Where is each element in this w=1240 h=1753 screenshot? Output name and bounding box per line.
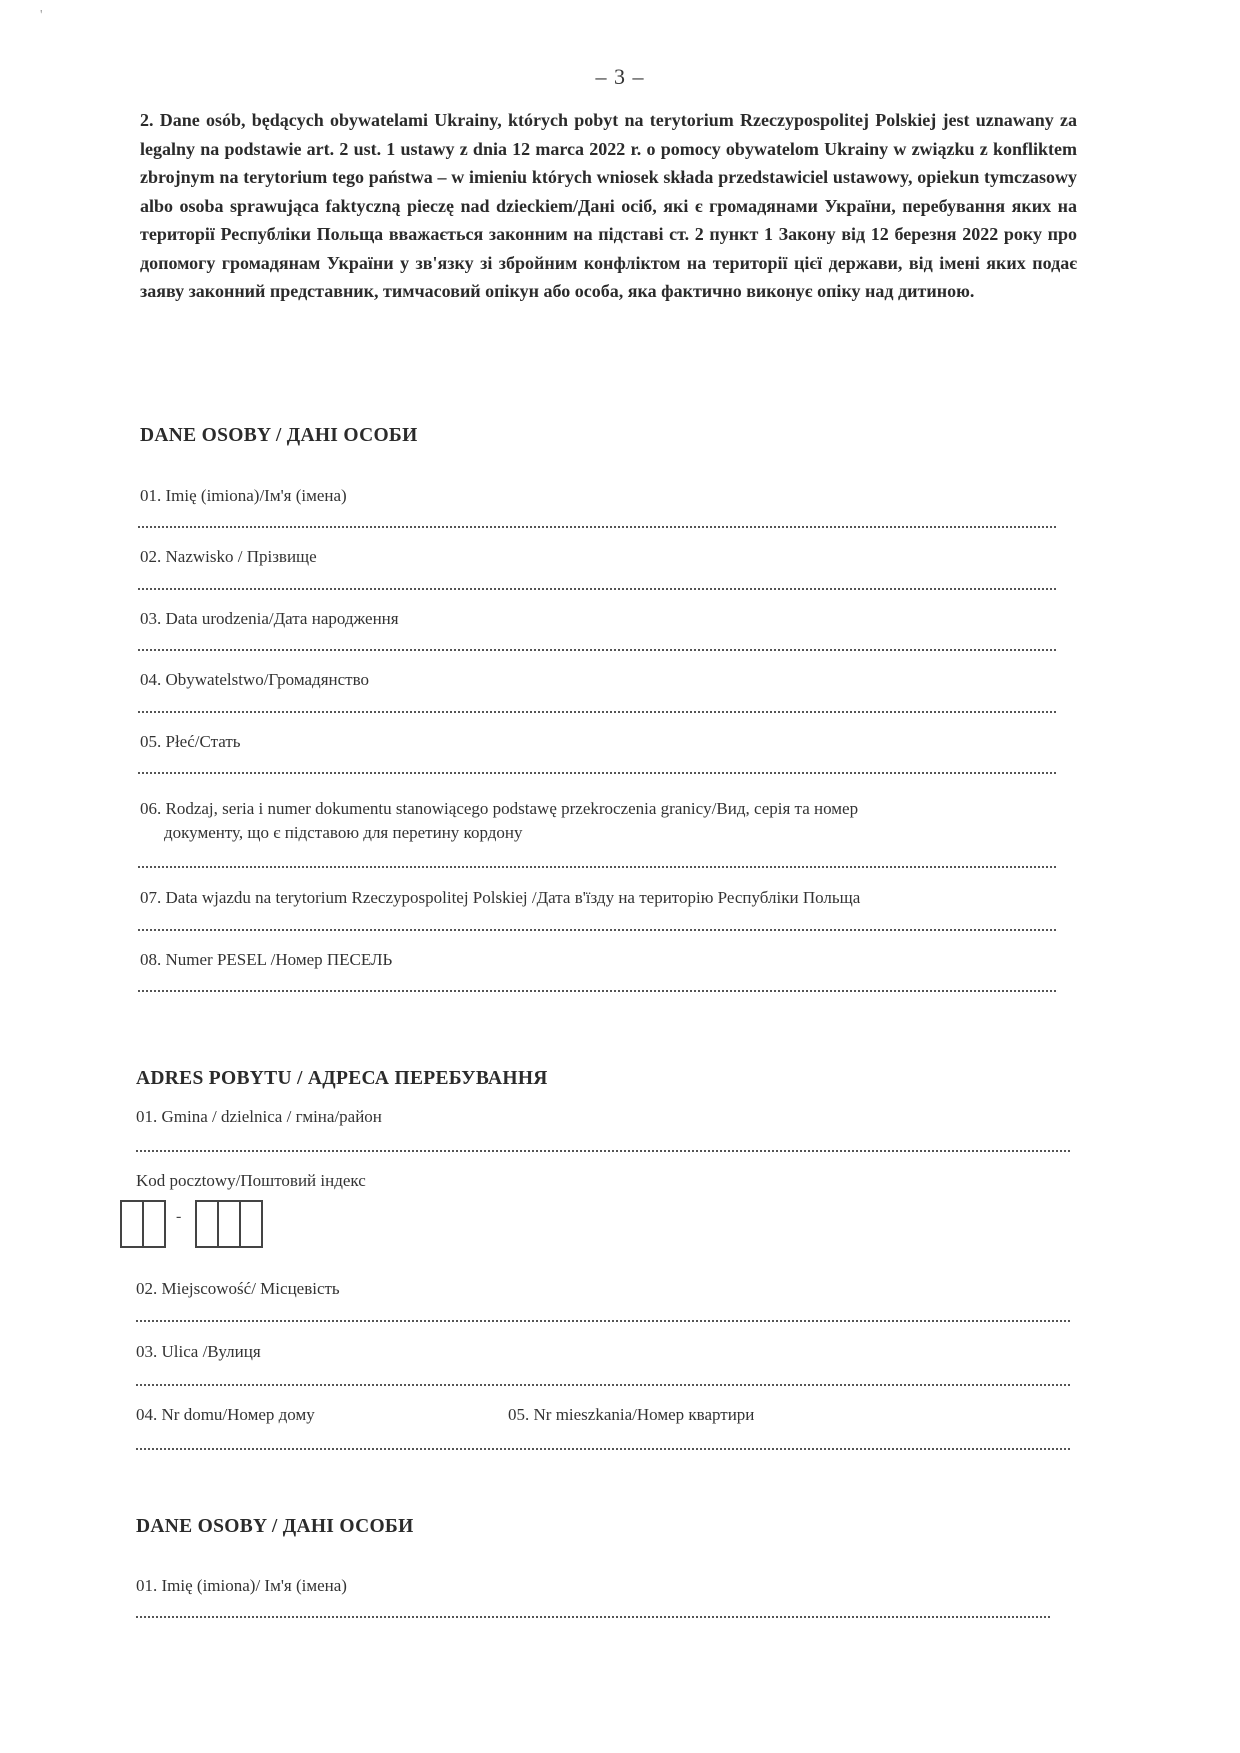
field-label: 02. Miejscowość/ Місцевість <box>136 1279 340 1298</box>
field-birth-date <box>140 607 399 631</box>
postal-code-second-group[interactable] <box>195 1200 263 1248</box>
field-label: 01. Imię (imiona)/ Ім'я (імена) <box>136 1576 347 1595</box>
field-label: 03. Ulica /Вулиця <box>136 1342 261 1361</box>
field-entry-date <box>140 886 860 910</box>
field-label-line2: документу, що є підставою для перетину кордону <box>164 823 523 842</box>
field-document <box>140 797 1080 845</box>
postal-code-first-group[interactable] <box>120 1200 166 1248</box>
postal-digit-box[interactable] <box>219 1202 241 1246</box>
birth-date-input-line[interactable] <box>138 649 1056 651</box>
page-number: – 3 – <box>595 64 645 89</box>
field-label: 03. Data urodzenia/Дата народження <box>140 609 399 628</box>
field-surname <box>140 545 317 569</box>
intro-paragraph: 2. Dane osób, będących obywatelami Ukrainy, których pobyt na terytorium Rzeczypospolitej Polskiej jest uznawany za legalny na podstawie art. 2 ust. 1 ustawy z dnia 12 marca 2022 r. o pomocy obywatelom Ukrainy w związku z konfliktem zbrojnym na terytorium tego państwa – w imieniu których wniosek składa przedstawiciel ustawowy, opiekun tymczasowy albo osoba sprawująca faktyczną pieczę nad dzieckiem/Дані осіб, які є громадянами України, перебування яких на території Республіки Польща вважається законним на підставі ст. 2 пункт 1 Закону від 12 березня 2022 року про допомогу громадянам України у зв'язку зі збройним конфліктом на території цієї держави, від імені яких подає заяву законний представник, тимчасовий опікун або особа, яка фактично виконує опіку над дитиною. <box>140 110 1077 301</box>
pesel-input-line[interactable] <box>138 990 1056 992</box>
field-label: Kod pocztowy/Поштовий індекс <box>136 1171 366 1190</box>
postal-digit-box[interactable] <box>144 1202 164 1246</box>
field-label: 08. Numer PESEL /Номер ПЕСЕЛЬ <box>140 950 393 969</box>
field-label: 01. Imię (imiona)/Ім'я (імена) <box>140 486 347 505</box>
flat-number-label: 05. Nr mieszkania/Номер квартири <box>508 1405 755 1424</box>
postal-digit-box[interactable] <box>241 1202 261 1246</box>
document-input-line[interactable] <box>138 866 1056 868</box>
field-locality <box>136 1277 340 1301</box>
field-label: 05. Płeć/Стать <box>140 732 241 751</box>
first-name-2-input-line[interactable] <box>136 1616 1050 1618</box>
field-label: 07. Data wjazdu na terytorium Rzeczypospolitej Polskiej /Дата в'їзду на територію Республіки Польща <box>140 888 861 907</box>
postal-code-boxes <box>120 1200 263 1248</box>
sex-input-line[interactable] <box>138 772 1056 774</box>
field-first-name-2 <box>136 1574 347 1598</box>
locality-input-line[interactable] <box>136 1320 1070 1322</box>
house-number-label: 04. Nr domu/Номер дому <box>136 1405 315 1424</box>
field-label: 04. Obywatelstwo/Громадянство <box>140 670 370 689</box>
surname-input-line[interactable] <box>138 588 1056 590</box>
field-sex <box>140 730 241 754</box>
field-label-line1: 06. Rodzaj, seria i numer dokumentu stanowiącego podstawę przekroczenia granicy/Вид, серія та номер <box>140 799 859 818</box>
field-first-name <box>140 484 347 508</box>
field-citizenship <box>140 668 369 692</box>
field-street <box>136 1340 261 1364</box>
postal-digit-box[interactable] <box>197 1202 219 1246</box>
field-postal-code <box>136 1169 366 1193</box>
citizenship-input-line[interactable] <box>138 711 1056 713</box>
section-heading-address: ADRES POBYTU / АДРЕСА ПЕРЕБУВАННЯ <box>136 1068 548 1089</box>
field-label <box>140 797 1080 845</box>
section-heading-person: DANE OSOBY / ДАНІ ОСОБИ <box>140 425 418 446</box>
postal-digit-box[interactable] <box>122 1202 144 1246</box>
entry-date-input-line[interactable] <box>138 929 1056 931</box>
field-pesel <box>140 948 392 972</box>
field-gmina <box>136 1105 382 1129</box>
section-heading-person-2: DANE OSOBY / ДАНІ ОСОБИ <box>136 1516 414 1537</box>
first-name-input-line[interactable] <box>138 526 1056 528</box>
postal-separator: - <box>176 1208 182 1225</box>
field-label: 01. Gmina / dzielnica / гміна/район <box>136 1107 382 1126</box>
gmina-input-line[interactable] <box>136 1150 1070 1152</box>
corner-mark: ' <box>40 8 43 23</box>
house-flat-input-line[interactable] <box>136 1448 1070 1450</box>
street-input-line[interactable] <box>136 1384 1070 1386</box>
field-label: 02. Nazwisko / Прізвище <box>140 547 317 566</box>
